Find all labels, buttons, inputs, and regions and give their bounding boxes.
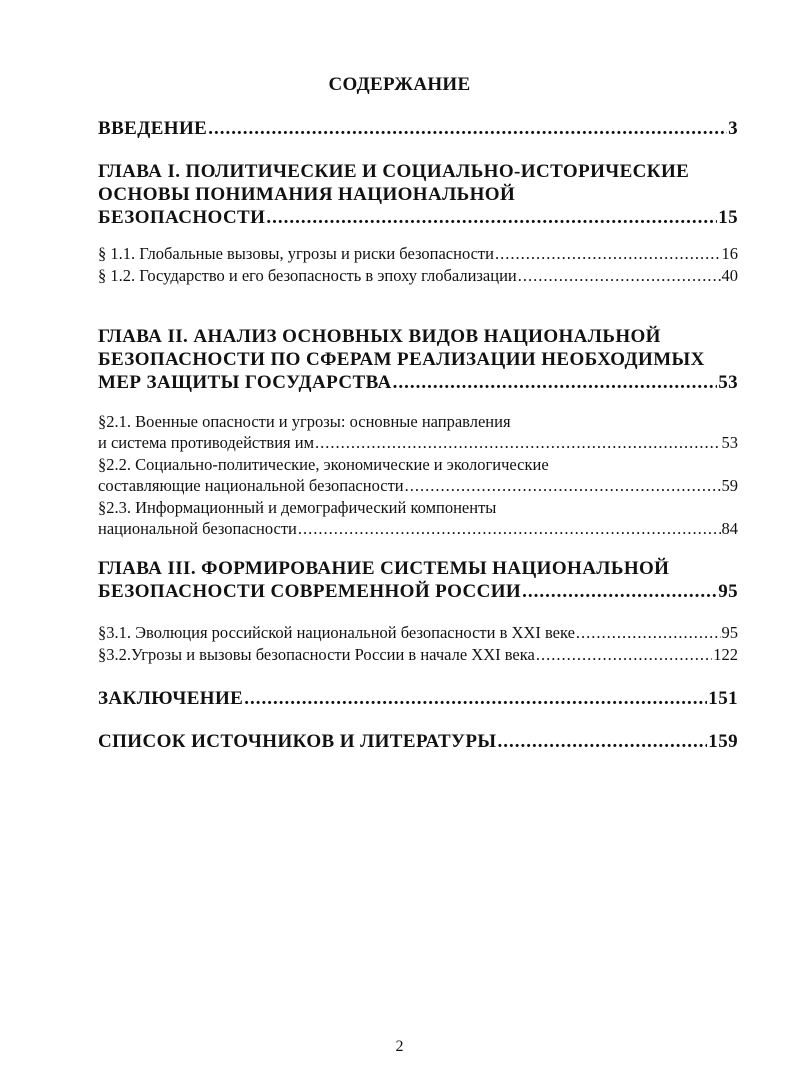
toc-page-number: 59 xyxy=(721,476,738,495)
toc-section-2-3[interactable] xyxy=(98,497,738,539)
toc-page-number: 122 xyxy=(713,645,738,664)
toc-entry-intro[interactable] xyxy=(98,117,738,140)
toc-chapter-line: ГЛАВА III. ФОРМИРОВАНИЕ СИСТЕМЫ НАЦИОНАЛЬНОЙ xyxy=(98,558,670,579)
toc-section-3-2[interactable] xyxy=(98,644,738,665)
dot-leader xyxy=(536,644,712,665)
dot-leader xyxy=(298,518,721,539)
toc-page-number: 40 xyxy=(721,266,738,285)
toc-section-title: и система противодействия им xyxy=(98,433,315,452)
page-title: СОДЕРЖАНИЕ xyxy=(328,74,471,95)
dot-leader xyxy=(208,117,727,140)
toc-page-number: 159 xyxy=(708,731,738,752)
toc-entry-title: СПИСОК ИСТОЧНИКОВ И ЛИТЕРАТУРЫ xyxy=(98,731,497,752)
toc-entry-conclusion[interactable] xyxy=(98,687,738,710)
dot-leader xyxy=(522,580,717,603)
toc-section-2-1[interactable] xyxy=(98,411,738,453)
dot-leader xyxy=(576,622,721,643)
toc-chapter-line: ОСНОВЫ ПОНИМАНИЯ НАЦИОНАЛЬНОЙ xyxy=(98,184,516,205)
dot-leader xyxy=(393,371,718,394)
toc-chapter-line: БЕЗОПАСНОСТИ ПО СФЕРАМ РЕАЛИЗАЦИИ НЕОБХОДИМЫХ xyxy=(98,349,705,370)
toc-page-number: 16 xyxy=(721,244,738,263)
toc-section-title: § 1.1. Глобальные вызовы, угрозы и риски безопасности xyxy=(98,244,494,263)
toc-section-title: §3.2.Угрозы и вызовы безопасности России в начале XXI века xyxy=(98,645,535,664)
toc-section-title: §2.1. Военные опасности и угрозы: основные направления xyxy=(98,412,511,431)
toc-entry-title: ЗАКЛЮЧЕНИЕ xyxy=(98,688,244,709)
toc-page-number: 53 xyxy=(718,372,738,393)
dot-leader xyxy=(495,243,721,264)
dot-leader xyxy=(497,730,707,753)
toc-page-number: 3 xyxy=(728,118,738,139)
toc-entry-chapter-1[interactable] xyxy=(98,160,738,229)
toc-entry-sources[interactable] xyxy=(98,730,738,753)
toc-entry-chapter-3[interactable] xyxy=(98,557,738,603)
toc-chapter-line: БЕЗОПАСНОСТИ xyxy=(98,207,266,228)
dot-leader xyxy=(315,432,720,453)
toc-page-number: 15 xyxy=(718,207,738,228)
toc-section-title: национальной безопасности xyxy=(98,519,297,538)
toc-section-title: §3.1. Эволюция российской национальной безопасности в XXI веке xyxy=(98,623,575,642)
toc-section-1-2[interactable] xyxy=(98,265,738,286)
toc-chapter-line: БЕЗОПАСНОСТИ СОВРЕМЕННОЙ РОССИИ xyxy=(98,581,522,602)
toc-section-3-1[interactable] xyxy=(98,622,738,643)
dot-leader xyxy=(518,265,721,286)
toc-entry-chapter-2[interactable] xyxy=(98,325,738,394)
toc-section-title: §2.3. Информационный и демографический компоненты xyxy=(98,498,497,517)
toc-section-title: составляющие национальной безопасности xyxy=(98,476,404,495)
page-number: 2 xyxy=(395,1038,404,1055)
toc-page-number: 84 xyxy=(721,519,738,538)
toc-section-2-2[interactable] xyxy=(98,454,738,496)
dot-leader xyxy=(244,687,707,710)
toc-section-title: § 1.2. Государство и его безопасность в эпоху глобализации xyxy=(98,266,517,285)
toc-section-title: §2.2. Социально-политические, экономические и экологические xyxy=(98,455,549,474)
toc-page-number: 151 xyxy=(708,688,738,709)
dot-leader xyxy=(405,475,721,496)
toc-page-number: 95 xyxy=(721,623,738,642)
toc-chapter-line: ГЛАВА I. ПОЛИТИЧЕСКИЕ И СОЦИАЛЬНО-ИСТОРИЧЕСКИЕ xyxy=(98,161,690,182)
toc-section-1-1[interactable] xyxy=(98,243,738,264)
toc-page-number: 95 xyxy=(718,581,738,602)
toc-entry-title: ВВЕДЕНИЕ xyxy=(98,118,208,139)
toc-chapter-line: ГЛАВА II. АНАЛИЗ ОСНОВНЫХ ВИДОВ НАЦИОНАЛЬНОЙ xyxy=(98,326,661,347)
toc-page-number: 53 xyxy=(721,433,738,452)
dot-leader xyxy=(266,206,717,229)
toc-chapter-line: МЕР ЗАЩИТЫ ГОСУДАРСТВА xyxy=(98,372,392,393)
